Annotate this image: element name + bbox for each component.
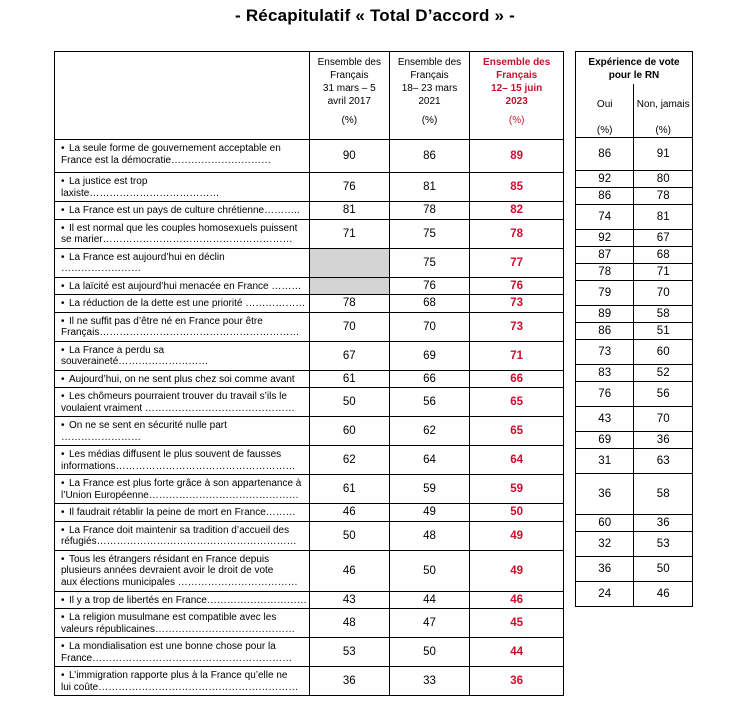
value-v2023: 89 bbox=[470, 140, 564, 173]
question-cell bbox=[55, 504, 310, 522]
question-bullet-line: La seule forme de gouvernement acceptable en bbox=[69, 143, 281, 154]
table-row bbox=[55, 173, 564, 202]
value-v2023: 73 bbox=[470, 312, 564, 341]
value-v2021: 69 bbox=[389, 341, 470, 370]
value-v2021: 47 bbox=[389, 609, 470, 638]
header-2023-line4: 2023 bbox=[505, 96, 528, 107]
bullet-icon: • bbox=[61, 391, 65, 402]
value-v2021: 70 bbox=[389, 312, 470, 341]
question-bullet-line: Il ne suffit pas d’être né en France pour être bbox=[69, 315, 263, 327]
value-v2023: 65 bbox=[470, 388, 564, 417]
table-row bbox=[55, 521, 564, 550]
bullet-icon: • bbox=[61, 594, 65, 606]
table-row bbox=[55, 202, 564, 220]
value-v2017: 61 bbox=[309, 370, 389, 388]
value-v2017: 90 bbox=[309, 140, 389, 173]
value-v2017: 67 bbox=[309, 341, 389, 370]
value-rn-non: 91 bbox=[634, 138, 693, 171]
question-cell bbox=[55, 667, 310, 696]
value-v2017: 46 bbox=[309, 504, 389, 522]
header-2017-line3: 31 mars – 5 bbox=[322, 83, 376, 94]
rn-row bbox=[576, 407, 693, 432]
header-row bbox=[55, 52, 564, 140]
table-row bbox=[55, 609, 564, 638]
rn-row bbox=[576, 247, 693, 264]
value-v2023: 44 bbox=[470, 638, 564, 667]
header-2023 bbox=[470, 52, 564, 140]
value-rn-oui: 79 bbox=[576, 281, 634, 306]
value-rn-non: 46 bbox=[634, 582, 693, 607]
value-v2017: 61 bbox=[309, 475, 389, 504]
bullet-icon: • bbox=[61, 222, 65, 234]
value-rn-oui: 31 bbox=[576, 449, 634, 474]
question-cell bbox=[55, 312, 310, 341]
rn-row bbox=[576, 365, 693, 382]
question-cell bbox=[55, 446, 310, 475]
header-2017-line4: avril 2017 bbox=[327, 96, 371, 107]
table-row bbox=[55, 591, 564, 609]
question-cell bbox=[55, 219, 310, 248]
bullet-icon: • bbox=[61, 670, 65, 681]
bullet-icon: • bbox=[61, 373, 65, 385]
question-cell bbox=[55, 609, 310, 638]
rn-non-label: Non, jamais bbox=[636, 99, 690, 110]
value-v2023: 77 bbox=[470, 248, 564, 277]
question-cell bbox=[55, 591, 310, 609]
value-v2021: 78 bbox=[389, 202, 470, 220]
bullet-icon: • bbox=[61, 143, 65, 154]
value-v2017: 50 bbox=[309, 521, 389, 550]
value-rn-non: 60 bbox=[634, 340, 693, 365]
value-v2021: 33 bbox=[389, 667, 470, 696]
question-bullet-line: Tous les étrangers résidant en France depuis bbox=[69, 553, 270, 565]
rn-row bbox=[576, 171, 693, 188]
value-rn-oui: 60 bbox=[576, 515, 634, 532]
header-2017 bbox=[309, 52, 389, 140]
bullet-icon: • bbox=[61, 176, 65, 187]
table-row bbox=[55, 446, 564, 475]
header-2021-line4: 2021 bbox=[418, 96, 441, 107]
value-rn-non: 52 bbox=[634, 365, 693, 382]
question-bullet-line: Aujourd’hui, on ne sent plus chez soi comme avant bbox=[69, 373, 295, 385]
value-v2017: 70 bbox=[309, 312, 389, 341]
value-v2021: 66 bbox=[389, 370, 470, 388]
bullet-icon: • bbox=[61, 280, 65, 292]
rn-row bbox=[576, 474, 693, 515]
rn-row bbox=[576, 582, 693, 607]
question-bullet-line: La réduction de la dette est une priorité ……………… bbox=[69, 298, 306, 309]
value-v2021: 75 bbox=[389, 219, 470, 248]
bullet-icon: • bbox=[61, 251, 65, 263]
bullet-icon: • bbox=[61, 641, 65, 652]
value-v2017: 43 bbox=[309, 591, 389, 609]
question-bullet-line: La religion musulmane est compatible avec les bbox=[69, 612, 277, 623]
header-2023-line1: Ensemble des bbox=[483, 57, 551, 68]
question-cell bbox=[55, 295, 310, 313]
header-2023-line2: Français bbox=[496, 70, 538, 81]
question-line: lui coûte…………………………………………………… bbox=[61, 681, 299, 693]
rn-row bbox=[576, 382, 693, 407]
question-bullet-line: Les médias diffusent le plus souvent de fausses bbox=[69, 449, 282, 460]
value-v2023: 45 bbox=[470, 609, 564, 638]
value-rn-non: 51 bbox=[634, 323, 693, 340]
rn-row bbox=[576, 515, 693, 532]
rn-title-line1: Expérience de vote bbox=[588, 57, 680, 68]
bullet-icon: • bbox=[61, 524, 65, 536]
value-v2017: 62 bbox=[309, 446, 389, 475]
question-cell bbox=[55, 202, 310, 220]
table-row bbox=[55, 295, 564, 313]
rn-oui-pct: (%) bbox=[596, 125, 613, 136]
header-2021-line2: Français bbox=[410, 70, 449, 81]
table-row bbox=[55, 475, 564, 504]
question-bullet-line: La France doit maintenir sa tradition d’accueil des bbox=[69, 524, 290, 536]
header-2021 bbox=[389, 52, 470, 140]
question-line: aux élections municipales ……………………………… bbox=[61, 576, 298, 588]
question-bullet-line: La France est un pays de culture chrétienne……….. bbox=[69, 205, 300, 216]
question-cell bbox=[55, 638, 310, 667]
question-cell bbox=[55, 550, 310, 591]
value-rn-oui: 83 bbox=[576, 365, 634, 382]
value-v2021: 49 bbox=[389, 504, 470, 522]
bullet-icon: • bbox=[61, 449, 65, 460]
rn-row bbox=[576, 532, 693, 557]
question-cell bbox=[55, 388, 310, 417]
value-v2023: 50 bbox=[470, 504, 564, 522]
table-row bbox=[55, 417, 564, 446]
value-rn-oui: 78 bbox=[576, 264, 634, 281]
value-rn-non: 80 bbox=[634, 171, 693, 188]
header-blank-cell bbox=[55, 52, 310, 140]
value-v2023: 85 bbox=[470, 173, 564, 202]
table-row bbox=[55, 312, 564, 341]
question-bullet-line: L’immigration rapporte plus à la France qu’elle ne bbox=[69, 670, 288, 681]
table-row bbox=[55, 667, 564, 696]
header-2023-line3: 12– 15 juin bbox=[491, 83, 543, 94]
value-rn-non: 67 bbox=[634, 230, 693, 247]
header-2017-pct: (%) bbox=[341, 115, 358, 126]
value-rn-non: 53 bbox=[634, 532, 693, 557]
value-v2017: 50 bbox=[309, 388, 389, 417]
bullet-icon: • bbox=[61, 612, 65, 623]
value-v2017: 48 bbox=[309, 609, 389, 638]
bullet-icon: • bbox=[61, 553, 65, 565]
results-table bbox=[54, 51, 564, 696]
question-line: se marier………………………………………………… bbox=[61, 234, 293, 245]
rn-header-row bbox=[576, 52, 693, 85]
bullet-icon: • bbox=[61, 507, 65, 518]
table-row bbox=[55, 388, 564, 417]
question-cell bbox=[55, 521, 310, 550]
value-rn-non: 78 bbox=[634, 188, 693, 205]
rn-table bbox=[575, 51, 693, 607]
value-rn-oui: 86 bbox=[576, 138, 634, 171]
rn-row bbox=[576, 138, 693, 171]
value-v2023: 46 bbox=[470, 591, 564, 609]
rn-title-line2: pour le RN bbox=[608, 70, 660, 81]
value-rn-non: 58 bbox=[634, 474, 693, 515]
value-v2021: 62 bbox=[389, 417, 470, 446]
question-cell bbox=[55, 248, 310, 277]
bullet-icon: • bbox=[61, 420, 65, 431]
value-rn-non: 56 bbox=[634, 382, 693, 407]
table-row bbox=[55, 550, 564, 591]
question-bullet-line: La mondialisation est une bonne chose pour la bbox=[69, 641, 276, 652]
value-rn-oui: 74 bbox=[576, 205, 634, 230]
value-rn-oui: 87 bbox=[576, 247, 634, 264]
header-2021-line3: 18– 23 mars bbox=[401, 83, 458, 94]
question-line: valeurs républicaines…………………………………… bbox=[61, 623, 295, 635]
value-rn-non: 71 bbox=[634, 264, 693, 281]
question-cell bbox=[55, 140, 310, 173]
value-v2023: 66 bbox=[470, 370, 564, 388]
bullet-icon: • bbox=[61, 298, 65, 309]
question-bullet-line: Il est normal que les couples homosexuels puissent bbox=[69, 222, 298, 234]
rn-row bbox=[576, 264, 693, 281]
value-v2017: 81 bbox=[309, 202, 389, 220]
table-row bbox=[55, 248, 564, 277]
question-line: Français…………………………………………………… bbox=[61, 327, 300, 338]
value-rn-oui: 89 bbox=[576, 306, 634, 323]
page-title: - Récapitulatif « Total D’accord » - bbox=[235, 6, 515, 25]
value-rn-non: 81 bbox=[634, 205, 693, 230]
rn-row bbox=[576, 432, 693, 449]
table-row bbox=[55, 341, 564, 370]
value-rn-non: 70 bbox=[634, 407, 693, 432]
table-row bbox=[55, 277, 564, 295]
value-v2023: 78 bbox=[470, 219, 564, 248]
value-v2017: 53 bbox=[309, 638, 389, 667]
rn-non-header bbox=[634, 84, 693, 138]
question-bullet-line: La France a perdu sa souveraineté……………………… bbox=[61, 344, 209, 367]
header-2017-line2: Français bbox=[330, 70, 369, 81]
question-cell bbox=[55, 173, 310, 202]
value-rn-non: 36 bbox=[634, 432, 693, 449]
value-v2023: 49 bbox=[470, 521, 564, 550]
rn-row bbox=[576, 230, 693, 247]
value-rn-non: 36 bbox=[634, 515, 693, 532]
value-rn-oui: 92 bbox=[576, 171, 634, 188]
value-rn-non: 50 bbox=[634, 557, 693, 582]
table-row bbox=[55, 219, 564, 248]
value-v2021: 81 bbox=[389, 173, 470, 202]
value-rn-oui: 86 bbox=[576, 188, 634, 205]
question-bullet-line: La justice est trop laxiste………………………………… bbox=[61, 176, 220, 199]
rn-row bbox=[576, 188, 693, 205]
value-rn-oui: 36 bbox=[576, 557, 634, 582]
value-rn-oui: 92 bbox=[576, 230, 634, 247]
value-rn-non: 63 bbox=[634, 449, 693, 474]
question-line: voulaient vraiment ……………………………………… bbox=[61, 402, 295, 414]
value-rn-oui: 36 bbox=[576, 474, 634, 515]
value-v2023: 59 bbox=[470, 475, 564, 504]
value-v2021: 76 bbox=[389, 277, 470, 295]
bullet-icon: • bbox=[61, 344, 65, 356]
value-v2023: 82 bbox=[470, 202, 564, 220]
value-v2021: 48 bbox=[389, 521, 470, 550]
value-v2021: 68 bbox=[389, 295, 470, 313]
value-v2023: 76 bbox=[470, 277, 564, 295]
question-bullet-line: On ne se sent en sécurité nulle part …………………… bbox=[61, 420, 227, 443]
question-cell bbox=[55, 475, 310, 504]
question-cell bbox=[55, 341, 310, 370]
value-v2021: 59 bbox=[389, 475, 470, 504]
value-rn-non: 58 bbox=[634, 306, 693, 323]
value-v2021: 50 bbox=[389, 550, 470, 591]
table-row bbox=[55, 504, 564, 522]
bullet-icon: • bbox=[61, 478, 65, 489]
rn-row bbox=[576, 205, 693, 230]
value-v2021: 86 bbox=[389, 140, 470, 173]
header-2021-line1: Ensemble des bbox=[397, 57, 462, 68]
value-rn-non: 68 bbox=[634, 247, 693, 264]
table-row bbox=[55, 370, 564, 388]
table-row bbox=[55, 638, 564, 667]
value-v2023: 71 bbox=[470, 341, 564, 370]
value-v2021: 50 bbox=[389, 638, 470, 667]
question-bullet-line: Il y a trop de libertés en France………………………… bbox=[69, 594, 307, 606]
value-rn-non: 70 bbox=[634, 281, 693, 306]
rn-row bbox=[576, 340, 693, 365]
question-line: France…………………………………………………… bbox=[61, 652, 293, 664]
question-line: réfugiés…………………………………………………… bbox=[61, 536, 297, 547]
value-v2017: 78 bbox=[309, 295, 389, 313]
value-v2021: 44 bbox=[389, 591, 470, 609]
value-rn-oui: 69 bbox=[576, 432, 634, 449]
question-bullet-line: Les chômeurs pourraient trouver du travail s’ils le bbox=[69, 391, 287, 402]
rn-non-pct: (%) bbox=[655, 125, 671, 136]
value-rn-oui: 43 bbox=[576, 407, 634, 432]
question-cell bbox=[55, 417, 310, 446]
question-line: plusieurs années devraient avoir le droit de vote bbox=[61, 565, 274, 576]
rn-oui-label: Oui bbox=[596, 99, 613, 110]
value-v2017: 36 bbox=[309, 667, 389, 696]
value-v2021: 64 bbox=[389, 446, 470, 475]
value-rn-oui: 76 bbox=[576, 382, 634, 407]
value-v2023: 65 bbox=[470, 417, 564, 446]
value-v2023: 49 bbox=[470, 550, 564, 591]
rn-row bbox=[576, 281, 693, 306]
value-v2023: 73 bbox=[470, 295, 564, 313]
value-v2023: 36 bbox=[470, 667, 564, 696]
rn-title bbox=[576, 52, 693, 85]
value-rn-oui: 32 bbox=[576, 532, 634, 557]
value-rn-oui: 73 bbox=[576, 340, 634, 365]
question-bullet-line: La laïcité est aujourd’hui menacée en France ……… bbox=[69, 280, 302, 292]
table-row bbox=[55, 140, 564, 173]
question-bullet-line: La France est aujourd’hui en déclin …………………… bbox=[61, 251, 225, 274]
value-rn-oui: 24 bbox=[576, 582, 634, 607]
question-line: France est la démocratie………………………… bbox=[61, 154, 272, 166]
rn-row bbox=[576, 323, 693, 340]
question-cell bbox=[55, 370, 310, 388]
value-v2021: 56 bbox=[389, 388, 470, 417]
value-v2023: 64 bbox=[470, 446, 564, 475]
rn-row bbox=[576, 557, 693, 582]
question-line: informations……………………………………………… bbox=[61, 460, 296, 472]
header-2021-pct: (%) bbox=[421, 115, 438, 126]
rn-subheader-row bbox=[576, 84, 693, 138]
question-line: l’Union Européenne……………………………………… bbox=[61, 489, 299, 501]
question-cell bbox=[55, 277, 310, 295]
rn-row bbox=[576, 306, 693, 323]
question-bullet-line: Il faudrait rétablir la peine de mort en France……… bbox=[69, 507, 296, 518]
bullet-icon: • bbox=[61, 205, 65, 216]
value-v2017: 60 bbox=[309, 417, 389, 446]
value-v2017: 46 bbox=[309, 550, 389, 591]
header-2023-pct: (%) bbox=[508, 115, 525, 126]
rn-oui-header bbox=[576, 84, 634, 138]
value-v2017 bbox=[309, 277, 389, 295]
value-v2017: 71 bbox=[309, 219, 389, 248]
bullet-icon: • bbox=[61, 315, 65, 327]
value-rn-oui: 86 bbox=[576, 323, 634, 340]
value-v2021: 75 bbox=[389, 248, 470, 277]
value-v2017: 76 bbox=[309, 173, 389, 202]
question-bullet-line: La France est plus forte grâce à son appartenance à bbox=[69, 478, 302, 489]
header-2017-line1: Ensemble des bbox=[317, 57, 381, 68]
rn-row bbox=[576, 449, 693, 474]
value-v2017 bbox=[309, 248, 389, 277]
